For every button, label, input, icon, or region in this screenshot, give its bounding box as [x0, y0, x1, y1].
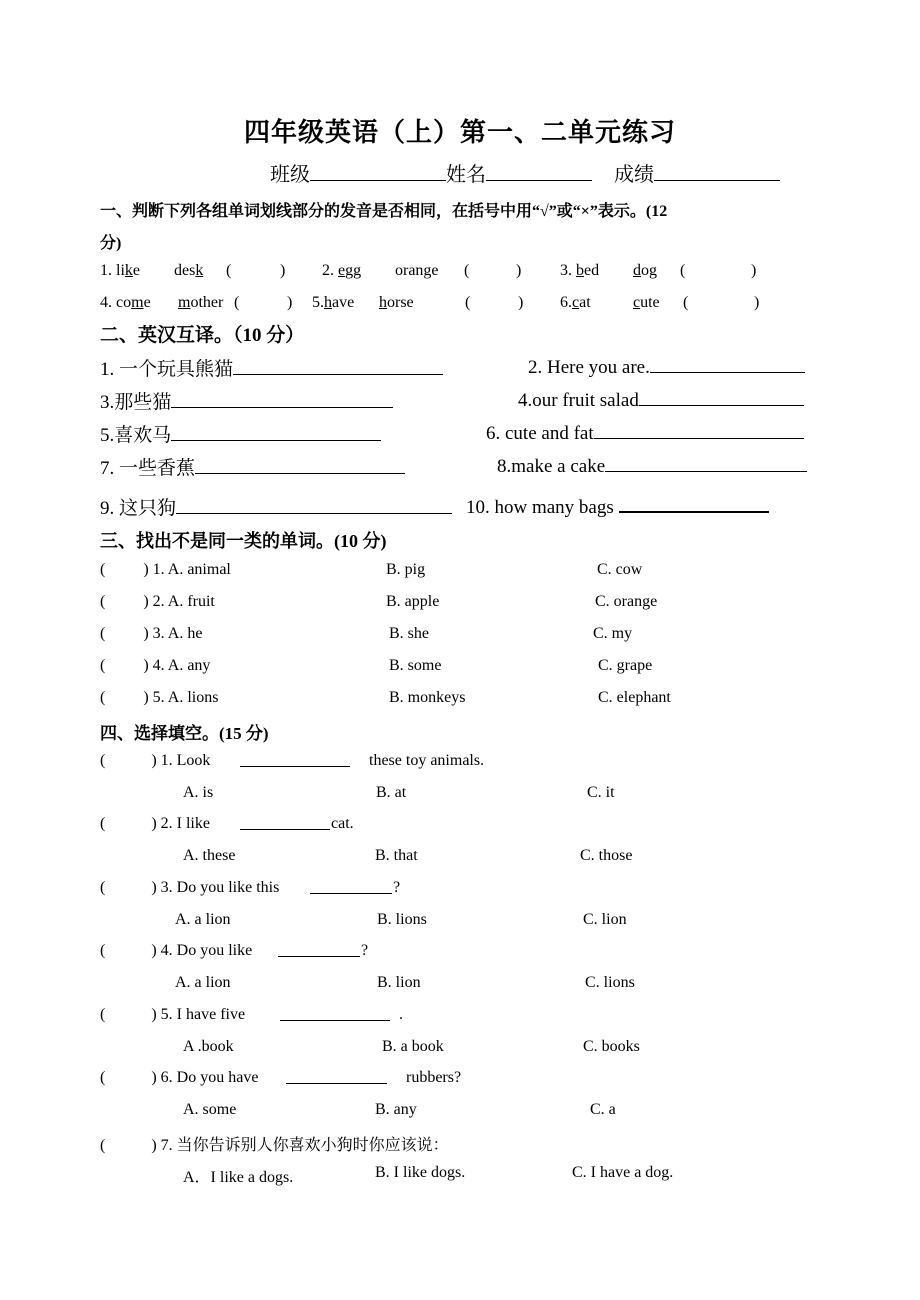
answer-paren[interactable]: ( — [100, 689, 106, 706]
s4-question: ( ) 7. 当你告诉别人你喜欢小狗时你应该说： — [100, 1137, 449, 1154]
s1-group-4: 4. come — [100, 294, 151, 311]
option-a: A. a lion — [175, 911, 231, 928]
option-a: A．I like a dogs. — [183, 1169, 294, 1186]
s4-question: ( ) 2. I like — [100, 815, 210, 832]
option-c: C. books — [583, 1038, 640, 1055]
option-b: B. any — [375, 1101, 417, 1118]
answer-paren[interactable]: ( — [100, 593, 106, 610]
translate-item: 7. 一些香蕉 — [100, 453, 405, 480]
option-a: A. these — [183, 847, 236, 864]
option-a: A .book — [183, 1038, 234, 1055]
fill-blank[interactable] — [278, 942, 360, 962]
answer-blank[interactable] — [233, 356, 443, 375]
s4-question: ( ) 6. Do you have — [100, 1069, 259, 1086]
option-b: B. lions — [377, 911, 427, 928]
s4-question: ( ) 3. Do you like this — [100, 879, 280, 896]
s3-row: ( ) 5. A. lions — [100, 689, 219, 706]
class-label: 班级 — [270, 164, 310, 186]
s3-row: ( ) 4. A. any — [100, 657, 211, 674]
translate-item: 9. 这只狗 — [100, 493, 452, 520]
class-blank[interactable] — [310, 162, 446, 181]
s1-group-1: 1. like — [100, 262, 140, 279]
fill-blank[interactable] — [240, 752, 350, 772]
s3-row: ( ) 3. A. he — [100, 625, 203, 642]
s3-row: ( ) 2. A. fruit — [100, 593, 215, 610]
option-c: C. it — [587, 784, 615, 801]
fill-blank[interactable] — [280, 1006, 390, 1026]
score-blank[interactable] — [654, 162, 780, 181]
answer-blank[interactable] — [639, 387, 804, 406]
answer-paren[interactable]: ( — [100, 561, 106, 578]
translate-item: 8.make a cake — [497, 453, 807, 478]
name-blank[interactable] — [486, 162, 592, 181]
answer-blank[interactable] — [605, 453, 807, 472]
option-b: B. I like dogs. — [375, 1164, 466, 1181]
option-c: C. I have a dog. — [572, 1164, 674, 1181]
answer-paren[interactable]: ( — [100, 625, 106, 642]
s3-row: ( ) 1. A. animal — [100, 561, 231, 578]
name-label: 姓名 — [446, 164, 486, 186]
answer-paren[interactable]: ( — [100, 879, 106, 896]
s1-group-2: 2. egg — [322, 262, 362, 279]
option-b: B. a book — [382, 1038, 444, 1055]
answer-paren-1[interactable]: ( — [226, 262, 232, 279]
option-b: B. that — [375, 847, 418, 864]
answer-blank[interactable] — [619, 493, 769, 513]
answer-blank[interactable] — [195, 455, 405, 474]
answer-blank[interactable] — [171, 422, 381, 441]
score-label: 成绩 — [614, 164, 654, 186]
answer-blank[interactable] — [171, 389, 393, 408]
answer-paren-4[interactable]: ( — [234, 294, 240, 311]
option-a: A. a lion — [175, 974, 231, 991]
answer-paren[interactable]: ( — [100, 657, 106, 674]
translate-item: 6. cute and fat — [486, 420, 804, 445]
s1-group-3: 3. bed — [560, 262, 600, 279]
option-a: A. is — [183, 784, 214, 801]
option-c: C. lion — [583, 911, 627, 928]
section2-heading: 二、英汉互译。（10 分） — [100, 325, 305, 346]
s4-question: ( ) 1. Look — [100, 752, 211, 769]
info-line — [270, 158, 780, 187]
page-title: 四年级英语（上）第一、二单元练习 — [243, 118, 676, 148]
answer-paren-3[interactable]: ( — [680, 262, 686, 279]
fill-blank[interactable] — [310, 879, 392, 899]
option-b: B. at — [376, 784, 407, 801]
section4-heading: 四、选择填空。(15 分) — [100, 724, 269, 743]
answer-paren-5[interactable]: ( — [465, 294, 471, 311]
s1-group-6: 6.cat — [560, 294, 591, 311]
fill-blank[interactable] — [286, 1069, 387, 1089]
option-a: A. some — [183, 1101, 237, 1118]
translate-item: 1. 一个玩具熊猫 — [100, 354, 443, 381]
s4-question: ( ) 4. Do you like — [100, 942, 253, 959]
translate-item: 4.our fruit salad — [518, 387, 804, 412]
section1-heading-cont: 分) — [100, 235, 122, 252]
answer-blank[interactable] — [594, 420, 804, 439]
answer-paren[interactable]: ( — [100, 942, 106, 959]
fill-blank[interactable] — [240, 815, 330, 835]
section3-heading: 三、找出不是同一类的单词。(10 分) — [100, 531, 387, 551]
answer-paren[interactable]: ( — [100, 1006, 106, 1023]
answer-paren[interactable]: ( — [100, 752, 106, 769]
s1-group-5: 5.have — [312, 294, 355, 311]
answer-paren-2[interactable]: ( — [464, 262, 470, 279]
translate-item: 5.喜欢马 — [100, 420, 381, 447]
option-c: C. a — [590, 1101, 616, 1118]
option-c: C. those — [580, 847, 633, 864]
answer-blank[interactable] — [650, 354, 805, 373]
translate-item: 10. how many bags — [466, 493, 769, 519]
translate-item: 3.那些猫 — [100, 387, 393, 414]
section1-heading: 一、判断下列各组单词划线部分的发音是否相同，在括号中用“√”或“×”表示。(12 — [100, 203, 668, 220]
answer-paren[interactable]: ( — [100, 815, 106, 832]
option-c: C. lions — [585, 974, 635, 991]
answer-paren-6[interactable]: ( — [683, 294, 689, 311]
answer-paren[interactable]: ( — [100, 1137, 106, 1154]
s4-question: ( ) 5. I have five — [100, 1006, 246, 1023]
answer-blank[interactable] — [176, 495, 452, 514]
answer-paren[interactable]: ( — [100, 1069, 106, 1086]
translate-item: 2. Here you are. — [528, 354, 805, 379]
option-b: B. lion — [377, 974, 421, 991]
